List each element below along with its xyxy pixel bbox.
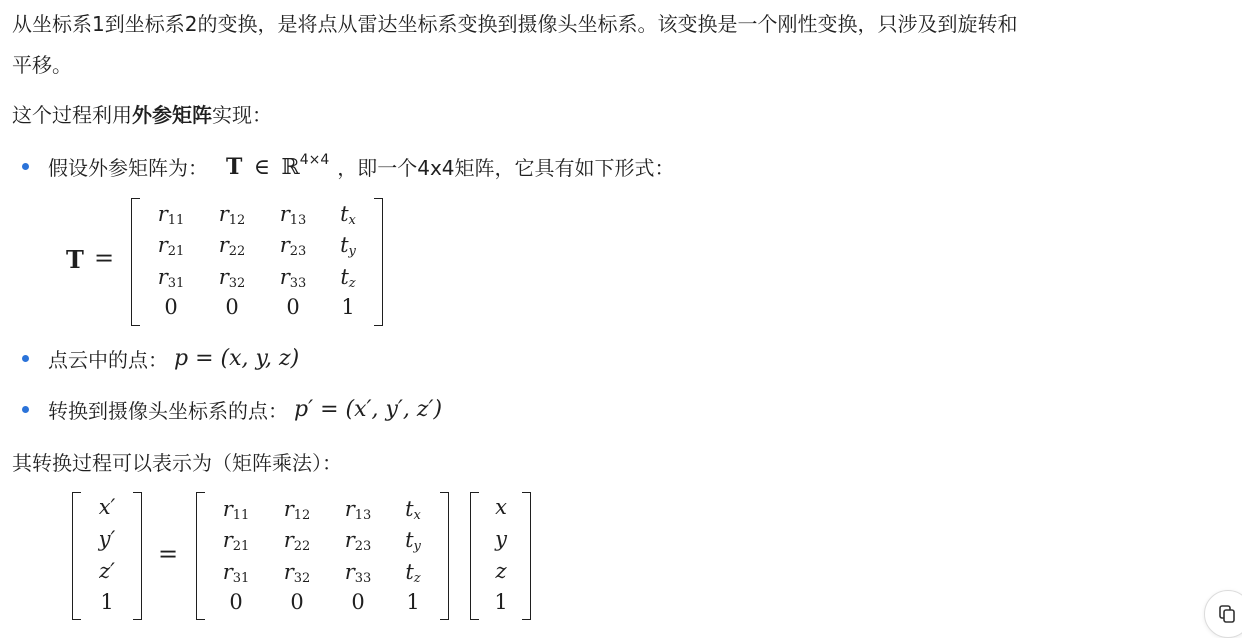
matrix-T-cell: $r_{22}$	[218, 233, 246, 259]
matrix-T-cell: $r_{32}$	[218, 265, 246, 291]
matrix-T-cell: $r_{21}$	[157, 233, 185, 259]
bullet-dot	[22, 355, 29, 362]
matrix-T-right-bracket	[374, 198, 383, 326]
mid-matrix-right-bracket	[440, 492, 449, 620]
rhs-vector-cell: z	[495, 559, 507, 583]
lhs-vector-cell: z′	[99, 559, 115, 583]
bullet-dot	[22, 163, 29, 170]
math-in: ∈	[253, 155, 271, 180]
matrix-T-cell: $r_{12}$	[218, 202, 246, 228]
matrix-T-eq: =	[94, 244, 115, 272]
math-R-sup: 4×4	[299, 152, 330, 168]
matrix-T-cell: $t_x$	[340, 202, 356, 228]
matrix-T-cell: $r_{13}$	[279, 202, 307, 228]
matrix-T-cell: 1	[341, 295, 355, 319]
mid-matrix-cell: 0	[229, 590, 243, 614]
mid-matrix-cell: $r_{12}$	[283, 497, 311, 523]
math-T: T	[226, 154, 243, 180]
lhs-vector-cell: x′	[98, 495, 116, 519]
bullet-dot	[22, 406, 29, 413]
mid-matrix-left-bracket	[196, 492, 205, 620]
mid-matrix-cell: $r_{11}$	[222, 497, 250, 523]
matrix-T-cell: $r_{23}$	[279, 233, 307, 259]
matrix-T-cell: $r_{33}$	[279, 265, 307, 291]
matrix-T-left-bracket	[131, 198, 140, 326]
mid-matrix-cell: $r_{32}$	[283, 560, 311, 586]
mid-matrix-cell: $r_{33}$	[344, 560, 372, 586]
bullet-camera-point	[12, 391, 442, 427]
cloud-math: p = (x, y, z)	[174, 345, 300, 371]
mid-matrix-cell: 1	[406, 590, 420, 614]
mid-matrix-cell: $t_z$	[405, 560, 421, 586]
rhs-vector-cell: 1	[494, 590, 508, 614]
assume-prefix: 假设外参矩阵为：	[48, 155, 208, 180]
copy-button[interactable]	[1204, 590, 1242, 638]
lhs-vector-left-bracket	[72, 492, 81, 620]
matrix-T-lhs: T	[66, 245, 84, 274]
transform-eq-sign: =	[158, 540, 179, 568]
transform-intro: 其转换过程可以表示为（矩阵乘法）：	[12, 451, 342, 475]
process-prefix: 这个过程利用	[12, 103, 132, 127]
lhs-vector-right-bracket	[133, 492, 142, 620]
intro-paragraph-line2: 平移。	[12, 53, 72, 77]
matrix-T-cell: $r_{31}$	[157, 265, 185, 291]
assume-suffix: ，即一个4x4矩阵，它具有如下形式：	[337, 155, 675, 180]
bullet-cloud-point	[12, 340, 299, 376]
matrix-T-cell: 0	[164, 295, 178, 319]
process-bold-term: 外参矩阵	[132, 103, 212, 127]
mid-matrix-cell: $r_{21}$	[222, 528, 250, 554]
matrix-T-cell: $t_z$	[340, 265, 356, 291]
matrix-T-cell: 0	[225, 295, 239, 319]
mid-matrix-cell: $r_{13}$	[344, 497, 372, 523]
math-R: ℝ	[281, 155, 300, 180]
cloud-prefix: 点云中的点：	[48, 347, 168, 372]
mid-matrix-cell: 0	[351, 590, 365, 614]
mid-matrix-cell: $t_x$	[405, 497, 421, 523]
cam-prefix: 转换到摄像头坐标系的点：	[48, 398, 288, 423]
mid-matrix-cell: $r_{22}$	[283, 528, 311, 554]
process-paragraph	[12, 97, 272, 134]
mid-matrix-cell: $r_{23}$	[344, 528, 372, 554]
bullet-assume	[12, 148, 675, 184]
matrix-T-cell: $t_y$	[340, 233, 356, 259]
rhs-vector-cell: y	[495, 527, 507, 551]
cam-math: p′ = (x′, y′, z′)	[294, 396, 443, 422]
matrix-T-cell: 0	[286, 295, 300, 319]
assume-math	[226, 152, 329, 180]
mid-matrix-cell: $r_{31}$	[222, 560, 250, 586]
mid-matrix-cell: 0	[290, 590, 304, 614]
intro-paragraph-line1: 从坐标系1到坐标系2的变换，是将点从雷达坐标系变换到摄像头坐标系。该变换是一个刚性变换，只涉及到旋转和	[12, 12, 1018, 36]
process-suffix: 实现：	[212, 103, 272, 127]
matrix-T-cell: $r_{11}$	[157, 202, 185, 228]
lhs-vector-cell: y′	[98, 527, 116, 551]
lhs-vector-cell: 1	[100, 590, 114, 614]
mid-matrix-cell: $t_y$	[405, 528, 421, 554]
rhs-vector-cell: x	[495, 495, 507, 519]
